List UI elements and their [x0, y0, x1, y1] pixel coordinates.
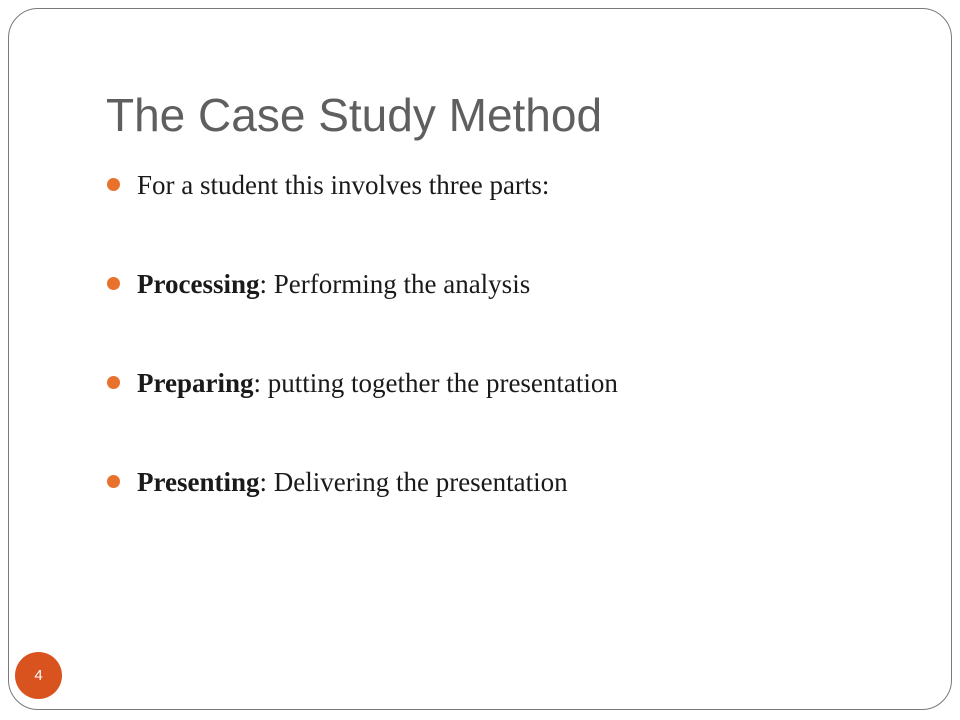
bullet-dot-icon: [107, 178, 120, 191]
bullet-term: Preparing: [137, 368, 254, 398]
slide-title: The Case Study Method: [106, 89, 603, 141]
bullet-text: [137, 163, 549, 207]
bullet-term: Processing: [137, 269, 260, 299]
bullet-description: : Performing the analysis: [259, 269, 531, 299]
bullet-description: : putting together the presentation: [253, 368, 618, 398]
bullet-dot-icon: [107, 475, 120, 488]
bullet-dot-icon: [107, 376, 120, 389]
slide: [8, 8, 952, 710]
bullet-term: Presenting: [137, 467, 260, 497]
bullet-description: : Delivering the presentation: [259, 467, 568, 497]
page-number-badge: 4: [15, 652, 62, 699]
bullet-text: [137, 460, 568, 504]
bullet-description: For a student this involves three parts:: [137, 170, 550, 200]
bullet-text: [137, 361, 618, 405]
bullet-text: [137, 262, 530, 306]
bullet-dot-icon: [107, 277, 120, 290]
